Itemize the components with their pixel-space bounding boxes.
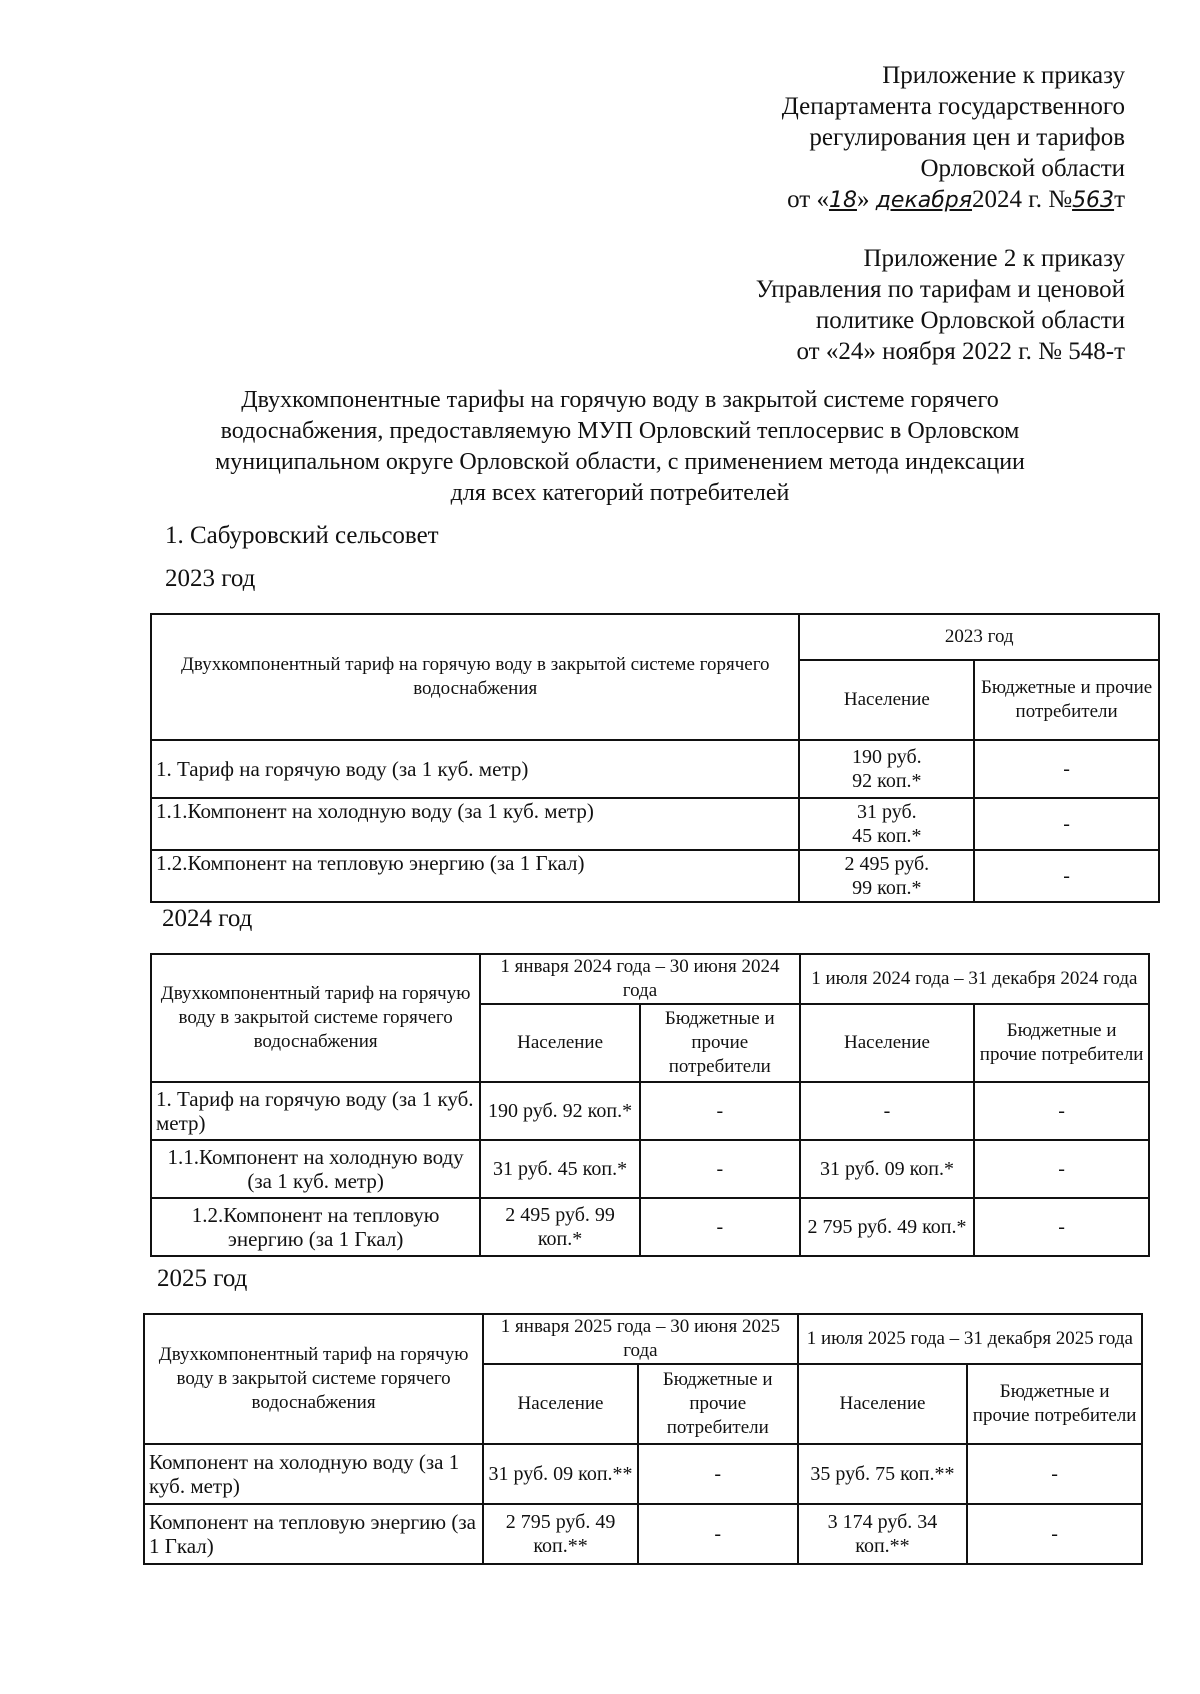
budget-value: - xyxy=(640,1082,800,1140)
row-label: 1. Тариф на горячую воду (за 1 куб. метр) xyxy=(151,1082,480,1140)
budget-value: - xyxy=(974,1198,1149,1256)
value-kop: 92 коп.* xyxy=(852,770,922,792)
handwritten-number: 563 xyxy=(1072,188,1115,213)
table-row xyxy=(151,1082,1149,1140)
header-cell-budget: Бюджетные и прочие потребители xyxy=(640,1004,800,1082)
header-cell-period-1: 1 января 2024 года – 30 июня 2024 года xyxy=(480,954,799,1004)
title-line: Двухкомпонентные тарифы на горячую воду в закрытой системе горячего xyxy=(241,387,999,413)
year-heading-2023: 2023 год xyxy=(165,565,256,592)
row-label: Компонент на тепловую энергию (за 1 Гкал) xyxy=(144,1504,483,1564)
header-cell-population: Население xyxy=(798,1364,968,1444)
value-rub: 2 495 руб. xyxy=(844,853,930,875)
year-heading-2025: 2025 год xyxy=(157,1265,248,1292)
population-value: 2 795 руб. 49 коп.** xyxy=(483,1504,638,1564)
date-mid: » xyxy=(856,186,876,213)
header-cell-population: Население xyxy=(480,1004,640,1082)
value-rub: 31 руб. xyxy=(857,801,917,823)
date-prefix: от « xyxy=(787,186,829,213)
header-line: регулирования цен и тарифов xyxy=(809,124,1125,151)
row-label: 1.1.Компонент на холодную воду (за 1 куб. метр) xyxy=(151,798,799,850)
population-value: 31 руб. 45 коп.* xyxy=(480,1140,640,1198)
tariff-table-2025 xyxy=(143,1313,1143,1565)
header-cell-budget: Бюджетные и прочие потребители xyxy=(638,1364,798,1444)
value-rub: 190 руб. xyxy=(852,746,922,768)
header-cell-period-1: 1 января 2025 года – 30 июня 2025 года xyxy=(483,1314,797,1364)
population-value xyxy=(799,850,974,902)
budget-value: - xyxy=(967,1504,1142,1564)
row-label: Компонент на холодную воду (за 1 куб. метр) xyxy=(144,1444,483,1504)
budget-value: - xyxy=(640,1198,800,1256)
header-cell-population: Население xyxy=(800,1004,975,1082)
table-row xyxy=(151,798,1159,850)
header-cell-population: Население xyxy=(483,1364,638,1444)
row-label: 1.1.Компонент на холодную воду (за 1 куб. метр) xyxy=(151,1140,480,1198)
number-suffix: т xyxy=(1114,186,1125,213)
population-value xyxy=(799,798,974,850)
population-value: 31 руб. 09 коп.* xyxy=(800,1140,975,1198)
table-row xyxy=(151,1140,1149,1198)
header-cell-budget: Бюджетные и прочие потребители xyxy=(974,1004,1149,1082)
population-value: 190 руб. 92 коп.* xyxy=(480,1082,640,1140)
budget-value: - xyxy=(638,1504,798,1564)
section-heading: 1. Сабуровский сельсовет xyxy=(165,522,439,549)
date-year: 2024 г. № xyxy=(972,186,1073,213)
table-row xyxy=(151,850,1159,902)
tariff-table-2024 xyxy=(150,953,1150,1257)
header-cell-budget: Бюджетные и прочие потребители xyxy=(967,1364,1142,1444)
budget-value: - xyxy=(974,850,1159,902)
row-label: 1.2.Компонент на тепловую энергию (за 1 Гкал) xyxy=(151,850,799,902)
title-line: муниципальном округе Орловской области, с применением метода индексации xyxy=(215,449,1025,475)
year-heading-2024: 2024 год xyxy=(162,905,253,932)
tariff-table-2023 xyxy=(150,613,1160,903)
header-appendix-2024 xyxy=(782,60,1125,216)
title-line: для всех категорий потребителей xyxy=(450,480,790,506)
value-kop: 99 коп.* xyxy=(852,877,922,899)
table-row xyxy=(151,740,1159,798)
header-line: Приложение 2 к приказу xyxy=(863,245,1125,272)
header-line: от «24» ноября 2022 г. № 548-т xyxy=(796,338,1125,365)
population-value xyxy=(799,740,974,798)
header-line: Департамента государственного xyxy=(781,93,1125,120)
table-row xyxy=(144,1504,1142,1564)
header-line: Приложение к приказу xyxy=(882,62,1125,89)
header-line: Орловской области xyxy=(920,155,1125,182)
row-label: 1. Тариф на горячую воду (за 1 куб. метр) xyxy=(151,740,799,798)
population-value: 2 795 руб. 49 коп.* xyxy=(800,1198,975,1256)
population-value: 3 174 руб. 34 коп.** xyxy=(798,1504,968,1564)
value-kop: 45 коп.* xyxy=(852,825,922,847)
header-cell-tariff: Двухкомпонентный тариф на горячую воду в закрытой системе горячего водоснабжения xyxy=(151,954,480,1082)
header-line: политике Орловской области xyxy=(815,307,1125,334)
budget-value: - xyxy=(640,1140,800,1198)
table-row xyxy=(144,1444,1142,1504)
header-cell-period-2: 1 июля 2025 года – 31 декабря 2025 года xyxy=(798,1314,1142,1364)
budget-value: - xyxy=(974,1082,1149,1140)
budget-value: - xyxy=(638,1444,798,1504)
budget-value: - xyxy=(974,1140,1149,1198)
title-line: водоснабжения, предоставляемую МУП Орловский теплосервис в Орловском xyxy=(220,418,1020,444)
population-value: 35 руб. 75 коп.** xyxy=(798,1444,968,1504)
handwritten-month: декабря xyxy=(875,188,973,213)
header-cell-tariff: Двухкомпонентный тариф на горячую воду в закрытой системе горячего водоснабжения xyxy=(144,1314,483,1444)
budget-value: - xyxy=(974,798,1159,850)
budget-value: - xyxy=(967,1444,1142,1504)
header-appendix-2022 xyxy=(756,243,1125,367)
header-date-line xyxy=(782,184,1125,216)
document-title xyxy=(150,385,1090,509)
header-cell-period: 2023 год xyxy=(799,614,1159,660)
population-value: 31 руб. 09 коп.** xyxy=(483,1444,638,1504)
handwritten-day: 18 xyxy=(828,188,857,213)
population-value: - xyxy=(800,1082,975,1140)
header-cell-budget: Бюджетные и прочие потребители xyxy=(974,660,1159,740)
table-row xyxy=(151,1198,1149,1256)
header-cell-tariff: Двухкомпонентный тариф на горячую воду в закрытой системе горячего водоснабжения xyxy=(151,614,799,740)
population-value: 2 495 руб. 99 коп.* xyxy=(480,1198,640,1256)
row-label: 1.2.Компонент на тепловую энергию (за 1 Гкал) xyxy=(151,1198,480,1256)
header-cell-population: Население xyxy=(799,660,974,740)
header-cell-period-2: 1 июля 2024 года – 31 декабря 2024 года xyxy=(800,954,1149,1004)
header-line: Управления по тарифам и ценовой xyxy=(755,276,1125,303)
budget-value: - xyxy=(974,740,1159,798)
